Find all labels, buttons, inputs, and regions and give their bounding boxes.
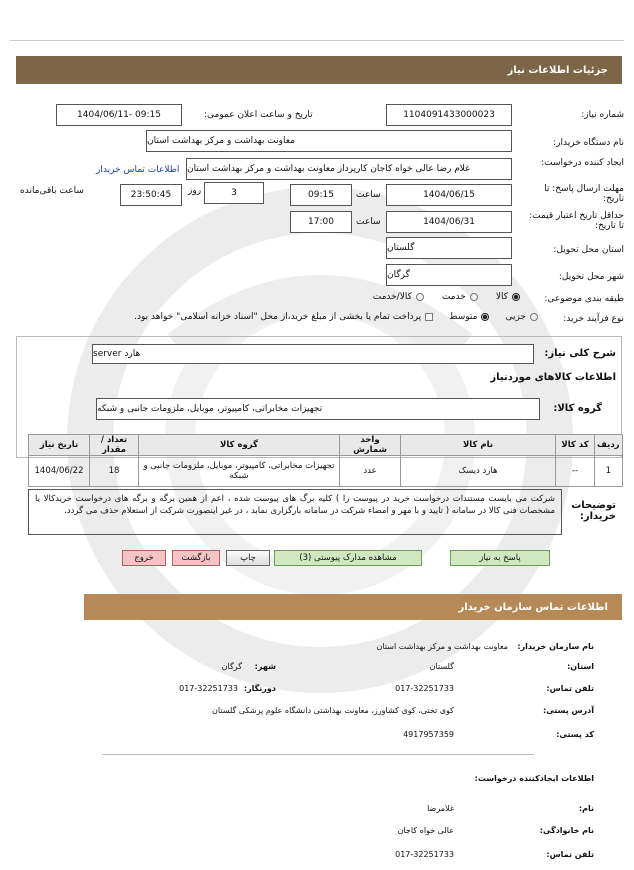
category-goods-service-text: کالا/خدمت <box>372 292 412 302</box>
contact-city-label: شهر: <box>254 662 276 671</box>
summary-field: هارد server <box>92 344 534 364</box>
deadline-date-field: 1404/06/15 <box>386 184 512 206</box>
notes-label: توضیحات خریدار: <box>571 500 616 522</box>
table-row <box>29 456 623 487</box>
remaining-time-field: 23:50:45 <box>120 184 182 206</box>
col-header-unit: واحد شمارش <box>340 435 401 456</box>
notes-text: شرکت می بایست مستندات درخواست خرید در پیوست را ) کلیه برگ های پیوست شده ، اعم از همین برگه و برگه های درخواست خریدکالا یا مشخصات فنی کالا در سامانه ( تایید و با مهر و امضاء شرکت در سامانه بارگزاری نماید ، در غیر اینصورت شرکت از استعلام حذف می گردد. <box>28 489 562 535</box>
goods-group-label: گروه کالا: <box>553 403 602 414</box>
radio-selected-icon[interactable] <box>512 293 520 301</box>
print-button[interactable]: چاپ <box>226 550 270 566</box>
process-radio-group <box>134 312 538 322</box>
items-table-header-row <box>29 435 623 456</box>
validity-label: حداقل تاریخ اعتبار قیمت: تا تاریخ: <box>529 211 624 231</box>
process-partial-option[interactable] <box>505 312 538 322</box>
creator-phone-label: تلفن تماس: <box>546 850 594 859</box>
creator-info-title: اطلاعات ایجادکننده درخواست: <box>474 774 594 783</box>
cell-row-number: 1 <box>595 456 623 487</box>
cell-need-date: 1404/06/22 <box>29 456 90 487</box>
deadline-time-label: ساعت <box>356 190 381 200</box>
col-header-quantity: تعداد / مقدار <box>90 435 139 456</box>
top-divider <box>10 40 624 41</box>
cell-unit: عدد <box>340 456 401 487</box>
category-goods-service-option[interactable] <box>373 292 424 302</box>
page-title: جزئیات اطلاعات نیاز <box>507 64 608 76</box>
payment-note: پرداخت تمام یا بخشی از مبلغ خرید،از محل "اسناد خزانه اسلامی" خواهد بود. <box>134 312 422 322</box>
contact-postal-label: کد پستی: <box>556 730 594 739</box>
cell-code: -- <box>556 456 595 487</box>
contact-city-value: گرگان <box>221 662 242 671</box>
deadline-time-field: 09:15 <box>290 184 352 206</box>
deadline-label: مهلت ارسال پاسخ: تا تاریخ: <box>544 184 624 204</box>
buyer-org-label: نام دستگاه خریدار: <box>553 138 624 148</box>
col-header-group: گروه کالا <box>139 435 340 456</box>
contact-fax-value: 017-32251733 <box>179 684 238 693</box>
day-label: روز <box>188 186 202 196</box>
creator-field: غلام رضا عالی خواه کاجان کارپرداز معاونت بهداشت و مرکز بهداشت استان <box>186 158 512 180</box>
attachments-button[interactable]: مشاهده مدارک پیوستی (3) <box>274 550 422 566</box>
buyer-contact-link[interactable]: اطلاعات تماس خریدار <box>96 165 180 175</box>
radio-selected-icon[interactable] <box>481 313 489 321</box>
contact-org-label: نام سازمان خریدار: <box>517 642 594 651</box>
city-label: شهر محل تحویل: <box>558 272 624 282</box>
goods-group-field: تجهیزات مخابراتی، کامپیوتر، موبایل، ملزومات جانبی و شبکه <box>96 398 540 420</box>
radio-icon[interactable] <box>416 293 424 301</box>
category-service-option[interactable] <box>442 292 478 302</box>
contact-postal-value: 4917957359 <box>403 730 454 739</box>
checkbox-icon[interactable] <box>425 313 433 321</box>
contact-phone-value: 017-32251733 <box>395 684 454 693</box>
goods-info-title: اطلاعات کالاهای موردنیاز <box>490 372 616 383</box>
process-medium-text: متوسط <box>449 312 478 322</box>
remaining-days-field: 3 <box>204 182 264 204</box>
items-table-wrapper <box>28 434 623 487</box>
creator-name-value: غلامرضا <box>427 804 454 813</box>
category-goods-option[interactable] <box>496 292 520 302</box>
category-service-text: خدمت <box>441 292 466 302</box>
validity-date-field: 1404/06/31 <box>386 211 512 233</box>
creator-family-value: عالی خواه کاجان <box>397 826 454 835</box>
payment-option[interactable] <box>134 312 433 322</box>
contact-province-label: استان: <box>567 662 594 671</box>
validity-time-label: ساعت <box>356 217 381 227</box>
remaining-label: ساعت باقی‌مانده <box>20 186 84 196</box>
contact-address-label: آدرس پستی: <box>543 706 594 715</box>
creator-name-label: نام: <box>578 804 594 813</box>
province-label: استان محل تحویل: <box>553 245 624 255</box>
contact-address-value: کوی تختی، کوی کشاورز، معاونت بهداشتی دانشگاه علوم پزشکی گلستان <box>211 706 454 715</box>
reply-button[interactable]: پاسخ به نیاز <box>450 550 550 566</box>
contact-org-value: معاونت بهداشت و مرکز بهداشت استان <box>376 642 508 651</box>
city-field: گرگان <box>386 264 512 286</box>
cell-name: هارد دیسک <box>401 456 556 487</box>
contact-province-value: گلستان <box>429 662 454 671</box>
back-button[interactable]: بازگشت <box>172 550 220 566</box>
need-number-label: شماره نیاز: <box>581 110 624 120</box>
buyer-org-field: معاونت بهداشت و مرکز بهداشت استان <box>146 130 512 152</box>
creator-phone-value: 017-32251733 <box>395 850 454 859</box>
col-header-name: نام کالا <box>401 435 556 456</box>
contact-header <box>84 594 622 620</box>
announce-field: 1404/06/11- 09:15 <box>56 104 182 126</box>
items-table <box>28 434 623 487</box>
announce-label: تاریخ و ساعت اعلان عمومی: <box>204 110 313 120</box>
province-field: گلستان <box>386 237 512 259</box>
contact-phone-label: تلفن تماس: <box>546 684 594 693</box>
page-header <box>16 56 622 84</box>
contact-divider <box>102 754 534 755</box>
category-radio-group <box>373 292 520 302</box>
category-goods-text: کالا <box>495 292 508 302</box>
process-medium-option[interactable] <box>449 312 489 322</box>
contact-fax-label: دورنگار: <box>243 684 276 693</box>
radio-icon[interactable] <box>530 313 538 321</box>
summary-label: شرح کلی نیاز: <box>544 348 616 359</box>
exit-button[interactable]: خروج <box>122 550 166 566</box>
col-header-code: کد کالا <box>556 435 595 456</box>
cell-group: تجهیزات مخابراتی، کامپیوتر، موبایل، ملزومات جانبی و شبکه <box>139 456 340 487</box>
need-number-field: 1104091433000023 <box>386 104 512 126</box>
creator-family-label: نام خانوادگی: <box>539 826 594 835</box>
contact-title: اطلاعات تماس سازمان خریدار <box>458 601 608 613</box>
creator-label: ایجاد کننده درخواست: <box>541 158 624 168</box>
process-partial-text: جزیی <box>505 312 526 322</box>
cell-quantity: 18 <box>90 456 139 487</box>
process-label: نوع فرآیند خرید: <box>563 314 624 324</box>
radio-icon[interactable] <box>470 293 478 301</box>
col-header-need-date: تاریخ نیاز <box>29 435 90 456</box>
category-label: طبقه بندی موضوعی: <box>544 294 624 304</box>
validity-time-field: 17:00 <box>290 211 352 233</box>
col-header-row-number: ردیف <box>595 435 623 456</box>
